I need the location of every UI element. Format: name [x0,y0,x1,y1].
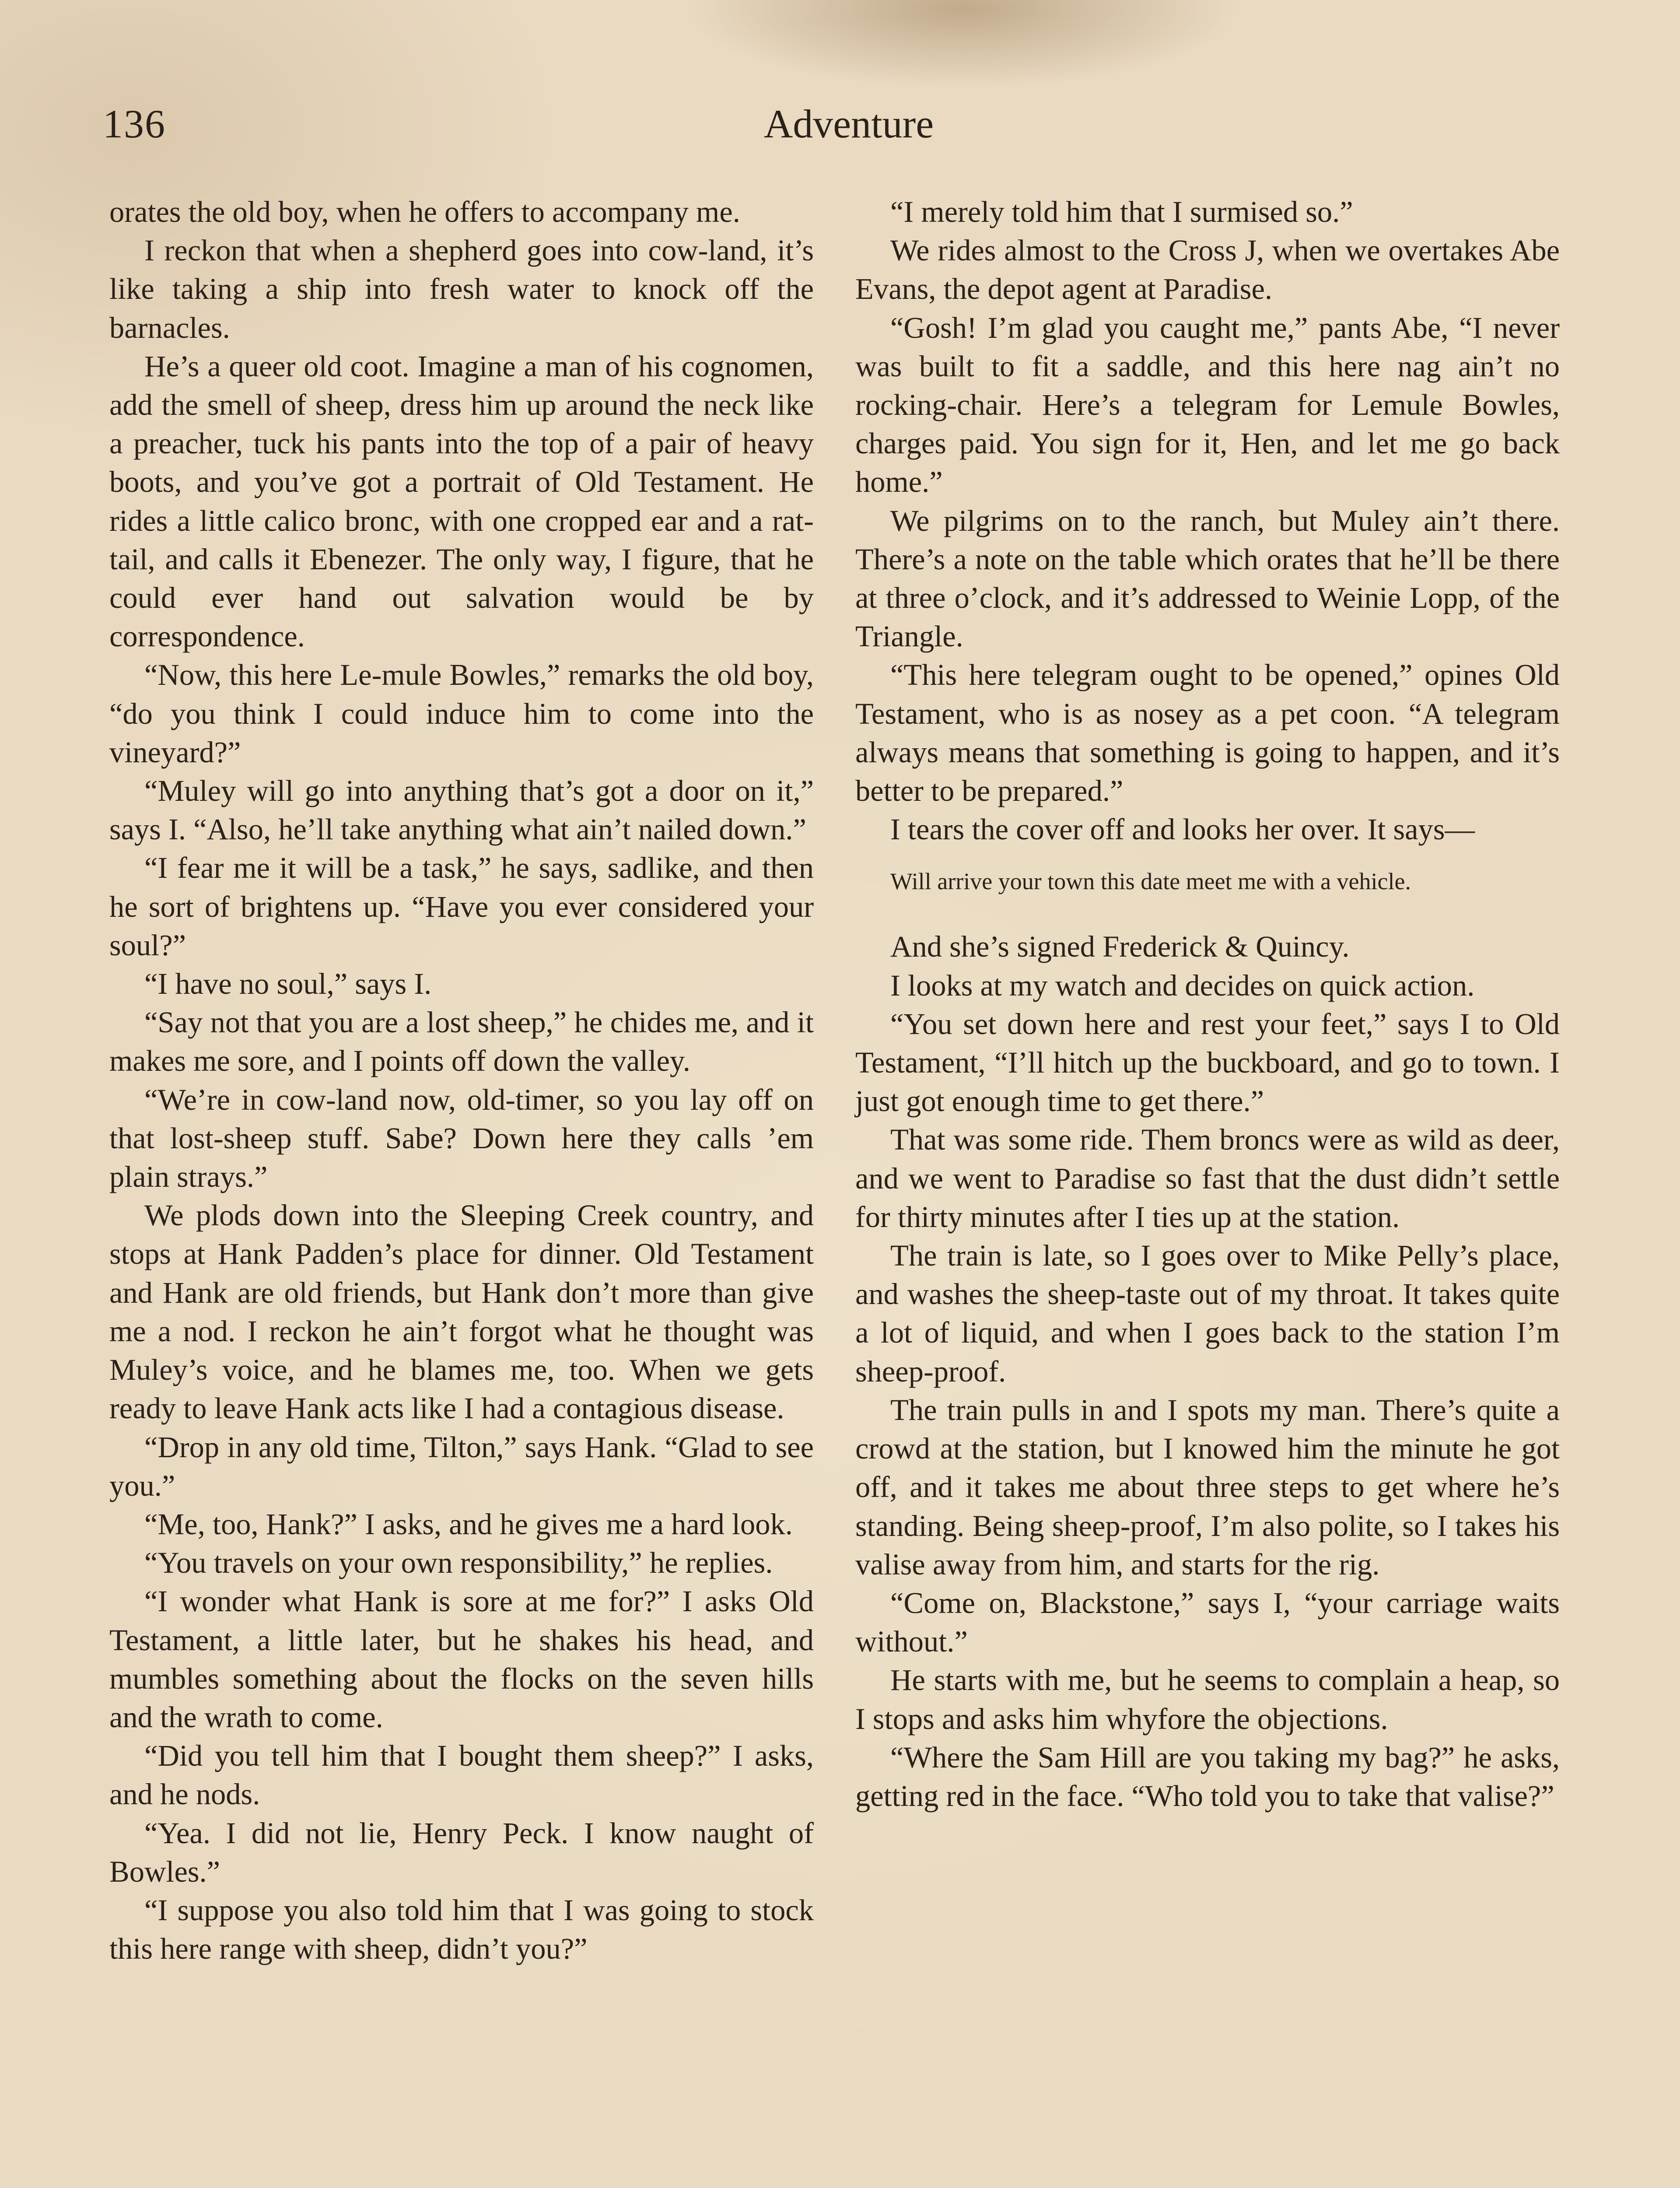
paragraph: He starts with me, but he seems to complain a heap, so I stops and asks him whyfore the objections. [855,1663,1560,1736]
paragraph: “I have no soul,” says I. [144,967,432,1001]
paragraph: “Where the Sam Hill are you taking my bag?” he asks, getting red in the face. “Who told you to take that valise?” [855,1740,1560,1813]
paragraph: We rides almost to the Cross J, when we overtakes Abe Evans, the depot agent at Paradise. [855,234,1560,306]
paragraph: “I merely told him that I surmised so.” [890,195,1353,228]
paragraph: “You set down here and rest your feet,” says I to Old Testament, “I’ll hitch up the buckboard, and go to town. I just got enough time to get there.” [855,1007,1560,1118]
page-number: 136 [103,102,166,146]
paragraph: “Yea. I did not lie, Henry Peck. I know naught of Bowles.” [109,1816,814,1888]
running-title: Adventure [763,102,934,146]
paragraph: I looks at my watch and decides on quick action. [890,968,1475,1002]
paragraph: And she’s signed Frederick & Quincy. [890,930,1350,964]
paragraph: We plods down into the Sleeping Creek country, and stops at Hank Padden’s place for dinner. Old Testament and Hank are old friends, but Hank don’t more than give me a nod. I reckon he ain’t forgot what he thought was Muley’s voice, and he blames me, too. When we gets ready to leave Hank acts like I had a contagious disease. [109,1199,814,1425]
paragraph: The train pulls in and I spots my man. There’s quite a crowd at the station, but I knowed him the minute he got off, and it takes me about three steps to get where he’s standing. Being sheep-proof, I’m also polite, so I takes his valise away from him, and starts for the rig. [855,1393,1560,1581]
telegram-text: Will arrive your town this date meet me with a vehicle. [890,868,1411,895]
paragraph: “Gosh! I’m glad you caught me,” pants Abe, “I never was built to fit a saddle, and this here nag ain’t no rocking-chair. Here’s a telegram for Lemule Bowles, charges paid. You sign for it, Hen, and let me go back home.” [855,311,1560,499]
paragraph: “This here telegram ought to be opened,” opines Old Testament, who is as nosey as a pet coon. “A telegram always means that something is going to happen, and it’s better to be prepared.” [855,658,1560,808]
paragraph: “You travels on your own responsibility,” he replies. [144,1546,773,1580]
paragraph: “I fear me it will be a task,” he says, sadlike, and then he sort of brightens up. “Have you ever considered your soul?” [109,851,814,962]
paragraph: “Muley will go into anything that’s got a door on it,” says I. “Also, he’ll take anything what ain’t nailed down.” [109,774,814,846]
paragraph: “Now, this here Le-mule Bowles,” remarks the old boy, “do you think I could induce him to come into the vineyard?” [109,658,814,769]
paragraph: “Come on, Blackstone,” says I, “your carriage waits without.” [855,1586,1560,1659]
right-column [855,193,1560,1815]
paragraph: “Drop in any old time, Tilton,” says Hank. “Glad to see you.” [109,1430,814,1502]
paragraph: “I wonder what Hank is sore at me for?” I asks Old Testament, a little later, but he shakes his head, and mumbles something about the flocks on the seven hills and the wrath to come. [109,1585,814,1734]
paragraph: He’s a queer old coot. Imagine a man of his cognomen, add the smell of sheep, dress him up around the neck like a preacher, tuck his pants into the top of a pair of heavy boots, and you’ve got a portrait of Old Testament. He rides a little calico bronc, with one cropped ear and a rat-tail, and calls it Ebenezer. The only way, I figure, that he could ever hand out salvation would be by correspondence. [109,349,814,653]
paragraph: I tears the cover off and looks her over. It says— [890,813,1475,846]
paragraph: We pilgrims on to the ranch, but Muley ain’t there. There’s a note on the table which orates that he’ll be there at three o’clock, and it’s addressed to Weinie Lopp, of the Triangle. [855,504,1560,653]
paragraph: The train is late, so I goes over to Mike Pelly’s place, and washes the sheep-taste out of my throat. It takes quite a lot of liquid, and when I goes back to the station I’m sheep-proof. [855,1239,1560,1388]
paragraph: “I suppose you also told him that I was going to stock this here range with sheep, didn’t you?” [109,1893,814,1966]
page-header [103,101,1595,153]
paragraph: “Me, too, Hank?” I asks, and he gives me a hard look. [144,1507,793,1541]
left-column [109,193,814,1968]
paragraph: That was some ride. Them broncs were as wild as deer, and we went to Paradise so fast that the dust didn’t settle for thirty minutes after I ties up at the station. [855,1123,1560,1234]
paragraph: “Say not that you are a lost sheep,” he chides me, and it makes me sore, and I points off down the valley. [109,1006,814,1078]
paragraph: I reckon that when a shepherd goes into cow-land, it’s like taking a ship into fresh water to knock off the barnacles. [109,234,814,344]
paragraph: “Did you tell him that I bought them sheep?” I asks, and he nods. [109,1739,814,1811]
paragraph: orates the old boy, when he offers to accompany me. [109,195,740,228]
paragraph: “We’re in cow-land now, old-timer, so you lay off on that lost-sheep stuff. Sabe? Down here they calls ’em plain strays.” [109,1083,814,1194]
